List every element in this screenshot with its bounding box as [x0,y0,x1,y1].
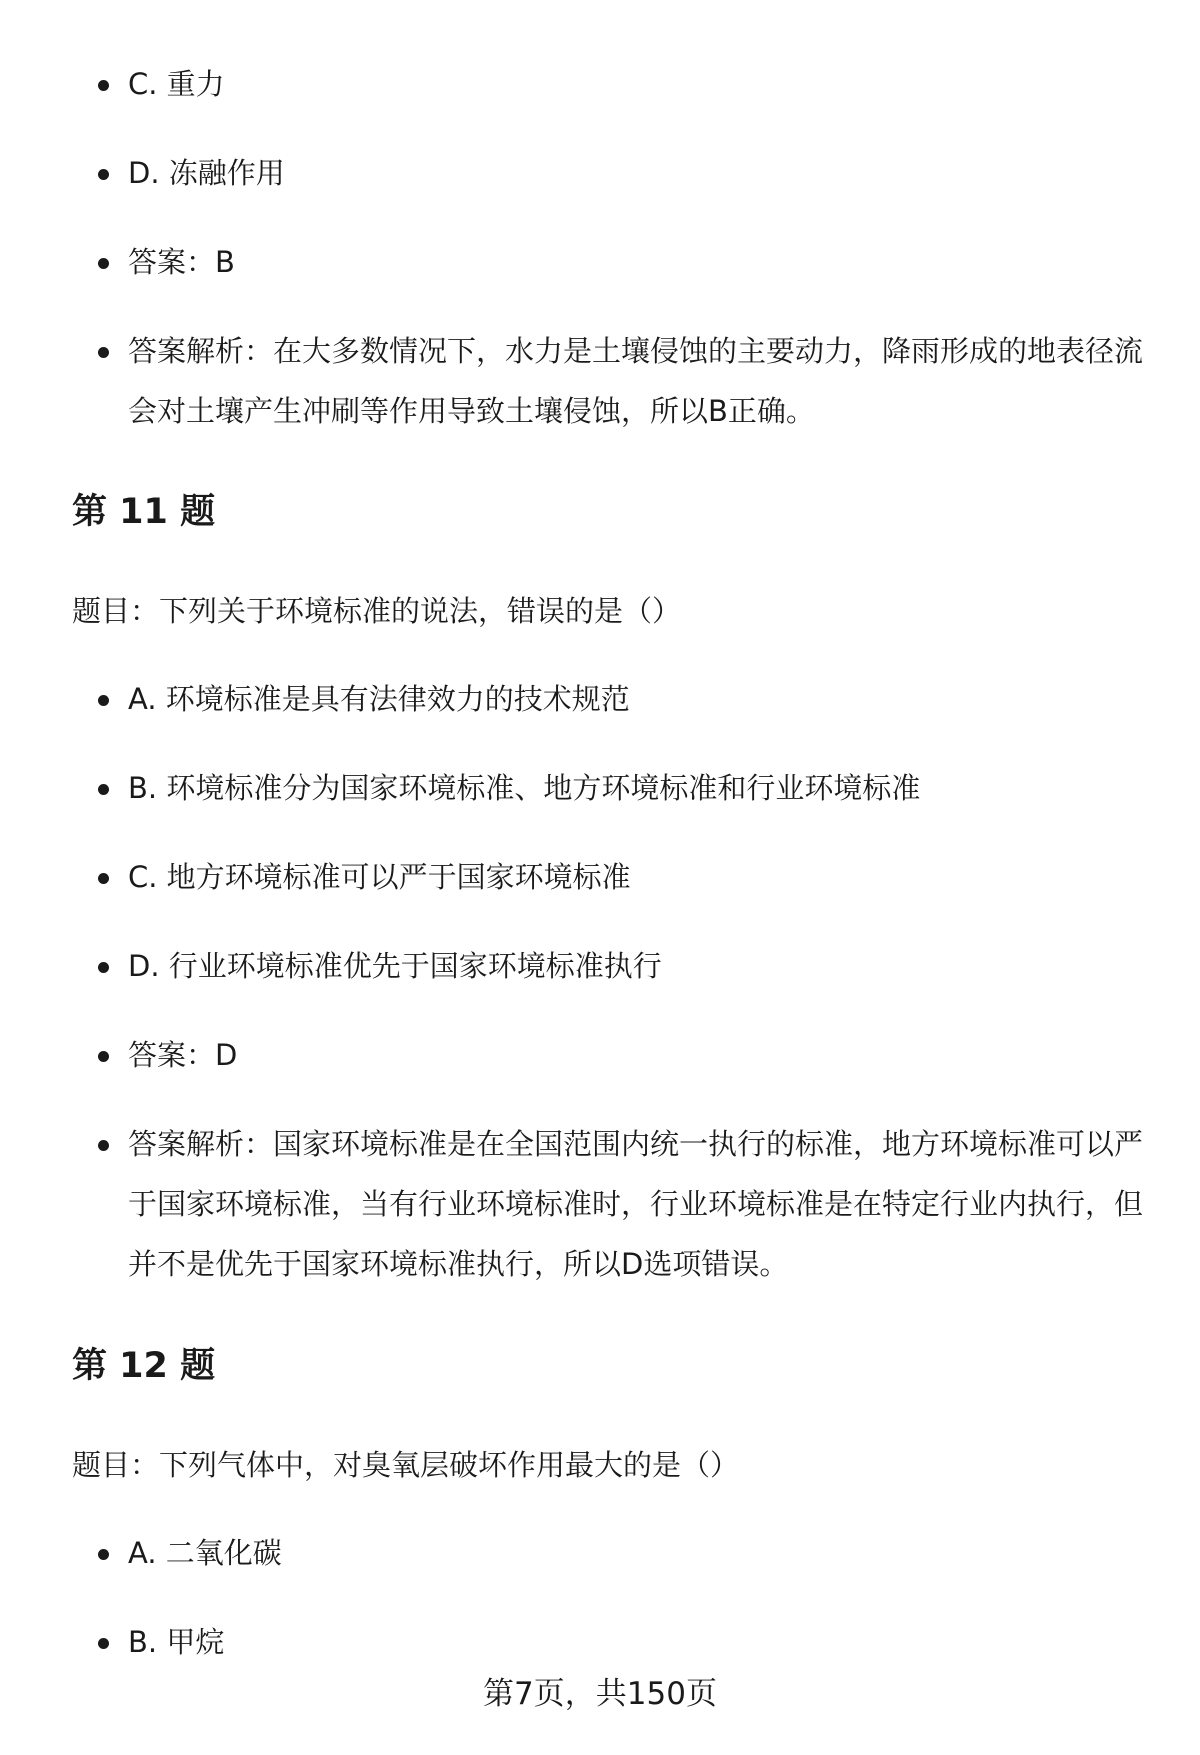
bullet-icon [98,169,109,180]
explanation-text: 答案解析：在大多数情况下，水力是土壤侵蚀的主要动力，降雨形成的地表径流会对土壤产生冲刷等作用导致土壤侵蚀，所以B正确。 [128,334,1144,428]
list-item [96,847,1156,907]
bullet-icon [98,1549,109,1560]
bullet-icon [98,1051,109,1062]
bullet-icon [98,1140,109,1151]
bullet-icon [98,258,109,269]
bullet-icon [98,873,109,884]
option-text: D. 行业环境标准优先于国家环境标准执行 [128,949,662,983]
list-item [96,54,1156,114]
option-text: A. 环境标准是具有法律效力的技术规范 [128,682,630,716]
list-item [96,321,1156,441]
bullet-icon [98,347,109,358]
list-item [96,1612,1156,1672]
q11-options [96,669,1156,1323]
question-heading: 第 11 题 [72,492,216,532]
option-text: C. 地方环境标准可以严于国家环境标准 [128,860,631,894]
bullet-icon [98,80,109,91]
bullet-icon [98,962,109,973]
list-item [96,1025,1156,1085]
answer-text: 答案：D [128,1038,238,1072]
option-text: B. 甲烷 [128,1625,225,1659]
list-item [96,1523,1156,1583]
list-item [96,232,1156,292]
question-stem: 题目：下列气体中，对臭氧层破坏作用最大的是（） [72,1448,740,1482]
page-number: 第7页，共150页 [483,1676,717,1712]
answer-text: 答案：B [128,245,235,279]
list-item [96,143,1156,203]
list-item [96,758,1156,818]
bullet-icon [98,695,109,706]
question-heading: 第 12 题 [72,1346,216,1386]
question-stem: 题目：下列关于环境标准的说法，错误的是（） [72,594,682,628]
list-item [96,669,1156,729]
explanation-text: 答案解析：国家环境标准是在全国范围内统一执行的标准，地方环境标准可以严于国家环境标准，当有行业环境标准时，行业环境标准是在特定行业内执行，但并不是优先于国家环境标准执行，所以D选项错误。 [128,1127,1144,1281]
bullet-icon [98,784,109,795]
prev-question-options [96,54,1156,470]
list-item [96,1114,1156,1294]
option-text: D. 冻融作用 [128,156,285,190]
list-item [96,936,1156,996]
bullet-icon [98,1638,109,1649]
option-text: B. 环境标准分为国家环境标准、地方环境标准和行业环境标准 [128,771,921,805]
option-text: A. 二氧化碳 [128,1536,282,1570]
option-text: C. 重力 [128,67,225,101]
